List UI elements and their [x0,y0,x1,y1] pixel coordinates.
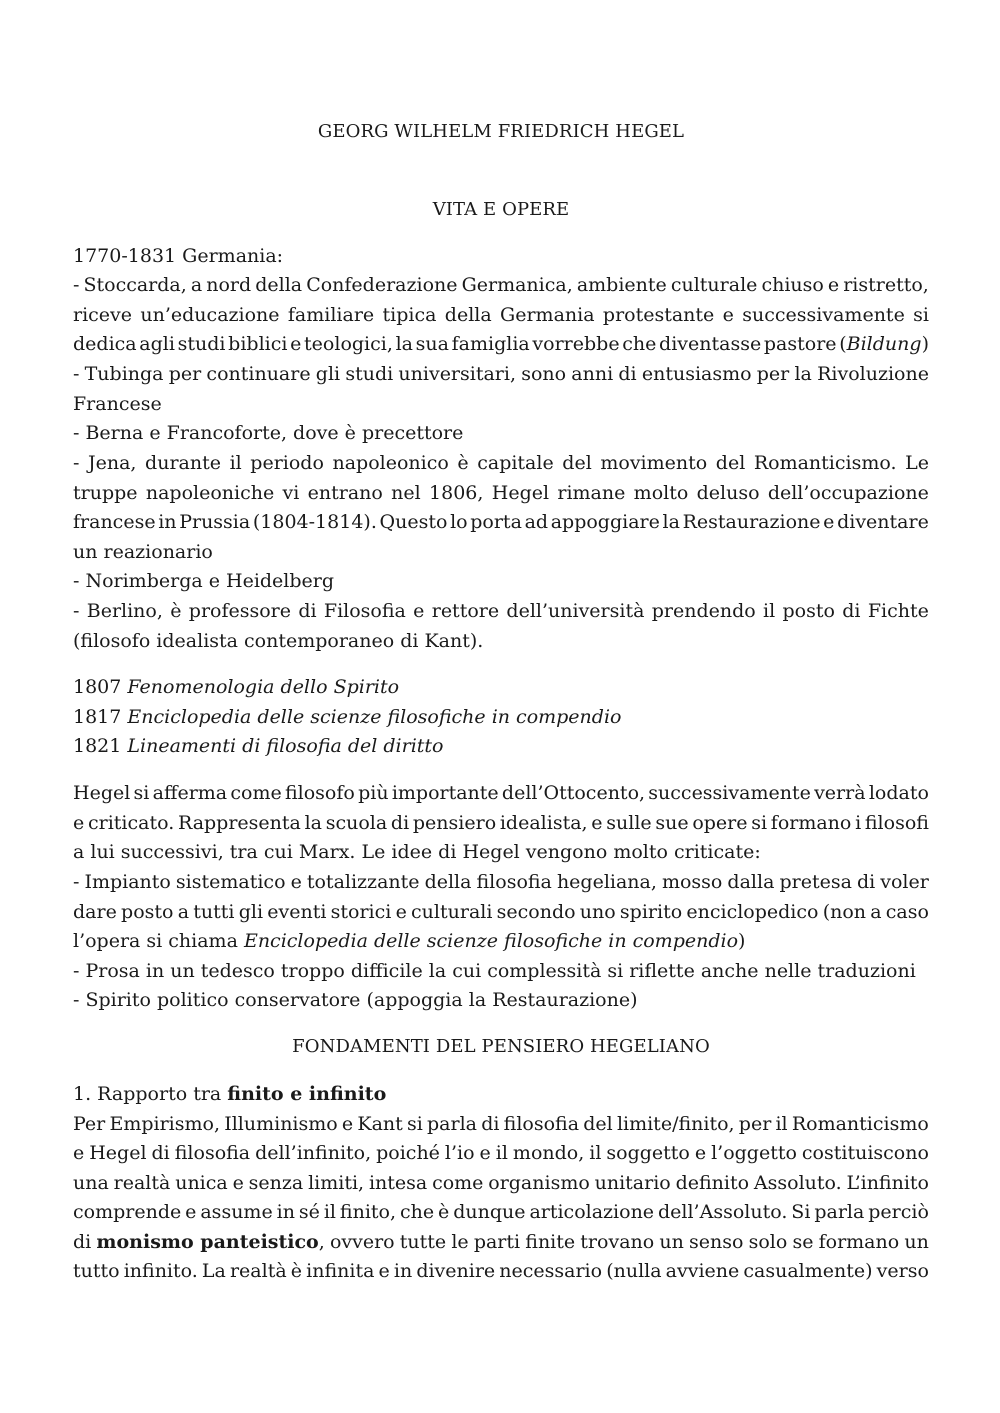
subsection-heading: 1. Rapporto tra finito e infinito [73,1083,387,1105]
encyclopedia-title: Enciclopedia delle scienze filosofiche in compendio [243,930,739,952]
critique-point-politics: - Spirito politico conservatore (appoggia la Restaurazione) [73,989,638,1011]
document-title: GEORG WILHELM FRIEDRICH HEGEL [317,121,685,142]
biography-berna: - Berna e Francoforte, dove è precettore [73,422,464,444]
section-heading-fondamenti: FONDAMENTI DEL PENSIERO HEGELIANO [292,1036,710,1057]
work-item: 1807 Fenomenologia dello Spirito [73,676,400,698]
bildung-term: Bildung [846,333,922,355]
critique-point-prose: - Prosa in un tedesco troppo difficile la cui complessità si riflette anche nelle traduzioni [73,960,916,982]
work-item: 1817 Enciclopedia delle scienze filosofiche in compendio [73,706,622,728]
biography-intro: 1770-1831 Germania: [73,245,284,267]
section-heading-vita-opere: VITA E OPERE [432,199,570,220]
monismo-term: monismo panteistico [96,1231,319,1253]
biography-norimberga: - Norimberga e Heidelberg [73,570,335,592]
work-item: 1821 Lineamenti di filosofia del diritto [73,735,444,757]
